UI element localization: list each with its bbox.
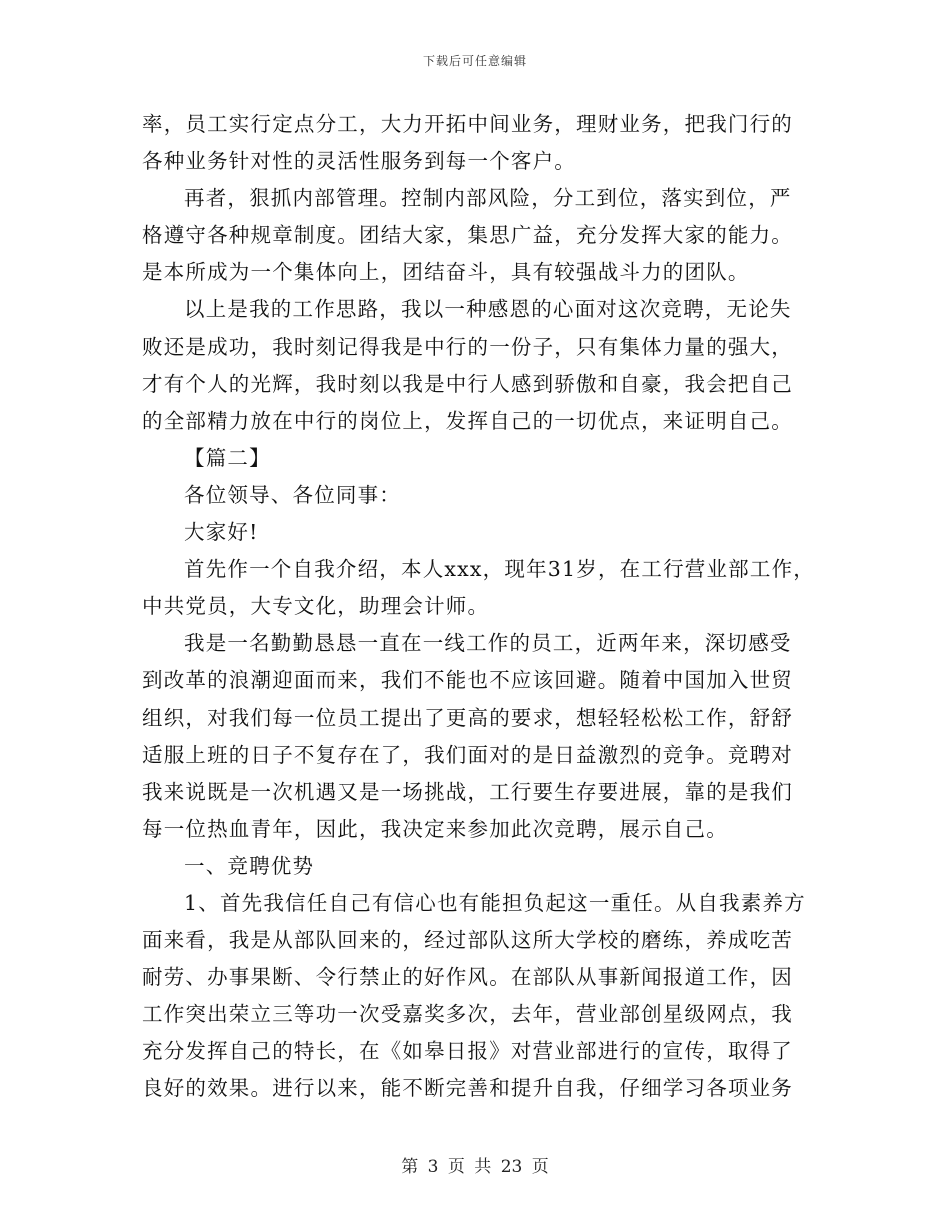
text-line: 中共党员，大专文化，助理会计师。: [142, 594, 490, 619]
text-line: 我是一名勤勤恳恳一直在一线工作的员工，近两年来，深切感受: [184, 631, 792, 656]
text-line: 充分发挥自己的特长，在《如皋日报》对营业部进行的宣传，取得了: [142, 1039, 793, 1064]
text-line: 面来看，我是从部队回来的，经过部队这所大学校的磨练，养成吃苦: [142, 928, 793, 953]
text-line: 才有个人的光辉，我时刻以我是中行人感到骄傲和自豪，我会把自己: [142, 371, 793, 396]
text-line: 我来说既是一次机遇又是一场挑战，工行要生存要进展，靠的是我们: [142, 779, 793, 804]
text-line: 良好的效果。进行以来，能不断完善和提升自我，仔细学习各项业务: [142, 1076, 793, 1101]
text-line: 各种业务针对性的灵活性服务到每一个客户。: [142, 149, 576, 174]
text-line: 败还是成功，我时刻记得我是中行的一份子，只有集体力量的强大，: [142, 334, 793, 359]
text-line: 各位领导、各位同事：: [184, 482, 401, 507]
text-line: 适服上班的日子不复存在了，我们面对的是日益激烈的竞争。竞聘对: [142, 742, 793, 767]
text-line: 首先作一个自我介绍，本人xxx，现年31岁，在工行营业部工作，: [184, 557, 815, 582]
text-line: 是本所成为一个集体向上，团结奋斗，具有较强战斗力的团队。: [142, 260, 750, 285]
page-number: 第 3 页 共 23 页: [401, 1157, 549, 1177]
text-line: 率，员工实行定点分工，大力开拓中间业务，理财业务，把我门行的: [142, 112, 793, 136]
text-line: 耐劳、办事果断、令行禁止的好作风。在部队从事新闻报道工作，因: [142, 965, 793, 990]
text-line: 1、首先我信任自己有信心也有能担负起这一重任。从自我素养方: [184, 890, 806, 915]
text-line: 每一位热血青年，因此，我决定来参加此次竞聘，展示自己。: [142, 816, 728, 841]
document-body: [142, 106, 815, 1108]
text-line: 以上是我的工作思路，我以一种感恩的心面对这次竞聘，无论失: [184, 297, 792, 322]
text-line: 到改革的浪潮迎面而来，我们不能也不应该回避。随着中国加入世贸: [142, 668, 793, 693]
text-line: 【篇二】: [184, 445, 271, 470]
text-line: 一、竞聘优势: [184, 853, 315, 878]
text-line: 组织，对我们每一位员工提出了更高的要求，想轻轻松松工作，舒舒: [142, 705, 793, 730]
text-line: 大家好!: [184, 520, 259, 545]
text-line: 格遵守各种规章制度。团结大家，集思广益，充分发挥大家的能力。: [142, 223, 793, 248]
page-header: 下载后可任意编辑: [422, 54, 527, 68]
text-line: 的全部精力放在中行的岗位上，发挥自己的一切优点，来证明自己。: [142, 408, 793, 433]
text-line: 再者，狠抓内部管理。控制内部风险，分工到位，落实到位，严: [184, 186, 792, 211]
text-line: 工作突出荣立三等功一次受嘉奖多次，去年，营业部创星级网点，我: [142, 1002, 793, 1027]
